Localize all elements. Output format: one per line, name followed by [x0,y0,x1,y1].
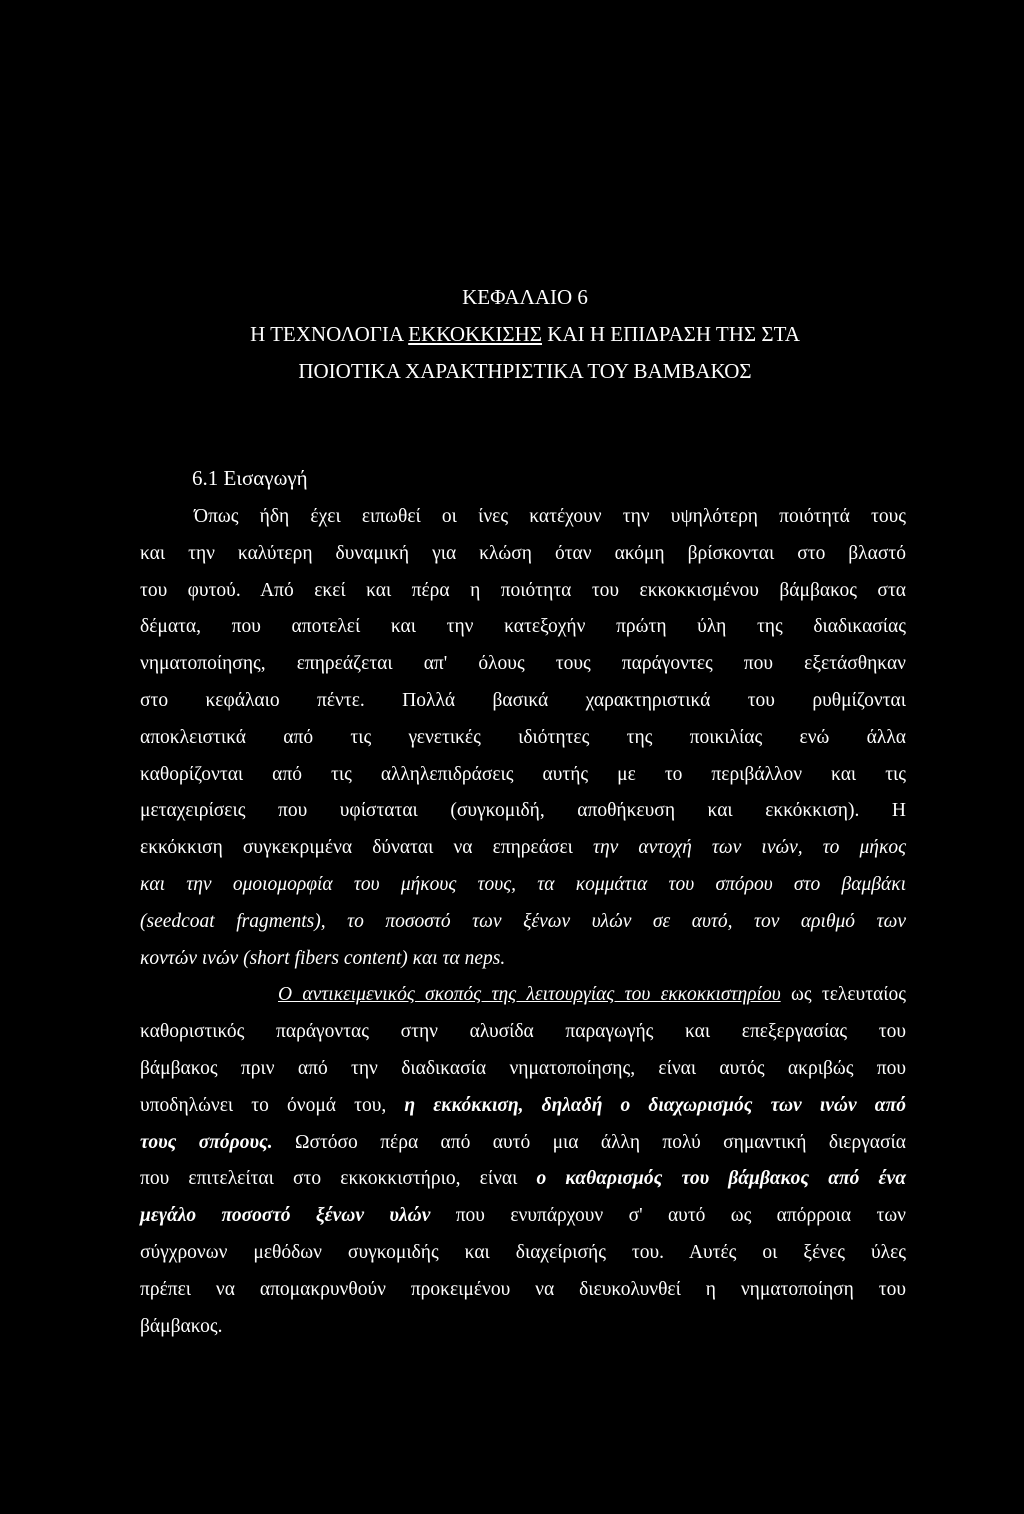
text-run: Ωστόσο πέρα από αυτό μια άλλη πολύ σημαντική διεργασία [272,1131,906,1153]
text-run-italic-underlined: Ο αντικειμενικός σκοπός της λειτουργίας του εκκοκκιστηρίου [278,984,781,1006]
text-run-bold-italic: η εκκόκκιση, δηλαδή ο διαχωρισμός των ινών από [404,1094,906,1116]
paragraph-line: και την ομοιομορφία του μήκους τους, τα κομμάτια του σπόρου στο βαμβάκι [140,873,906,895]
paragraph-line: Όπως ήδη έχει ειπωθεί οι ίνες κατέχουν την υψηλότερη ποιότητά τους [194,506,906,527]
paragraph-line: κοντών ινών (short fibers content) και τα neps. [140,947,506,969]
paragraph-line: στο κεφάλαιο πέντε. Πολλά βασικά χαρακτηριστικά του ρυθμίζονται [140,689,906,711]
paragraph-line: αποκλειστικά από τις γενετικές ιδιότητες της ποικιλίας ενώ άλλα [140,726,906,748]
paragraph-line [140,1204,906,1241]
text-run-bold-italic: μεγάλο ποσοστό ξένων υλών [140,1205,431,1227]
text-run-bold-italic: τους σπόρους. [140,1131,273,1153]
text-run-bold-italic: ο καθαρισμός του βάμβακος από ένα [536,1168,906,1190]
section-title: 6.1 Εισαγωγή [192,466,308,490]
paragraph-line: σύγχρονων μεθόδων συγκομιδής και διαχείρισής του. Αυτές οι ξένες ύλες [140,1241,906,1263]
chapter-title-underlined: ΕΚΚΟΚΚΙΣΗΣ [408,322,542,346]
paragraph-line [140,1094,906,1131]
paragraph-line [140,1167,906,1204]
chapter-label: ΚΕΦΑΛΑΙΟ 6 [462,285,588,309]
paragraph-line: του φυτού. Από εκεί και πέρα η ποιότητα του εκκοκκισμένου βάμβακος στα [140,579,906,601]
text-run: ως τελευταίος [780,984,906,1006]
text-run: εκκόκκιση συγκεκριμένα δύναται να επηρεάσει [140,837,593,859]
paragraph-line: πρέπει να απομακρυνθούν προκειμένου να διευκολυνθεί η νηματοποίηση του [140,1278,906,1300]
chapter-title-part: ΚΑΙ Η ΕΠΙΔΡΑΣΗ ΤΗΣ ΣΤΑ [542,322,800,346]
paragraph-line [140,1131,906,1168]
paragraph-line: και την καλύτερη δυναμική για κλώση όταν ακόμη βρίσκονται στο βλαστό [140,542,906,564]
paragraph-line: νηματοποίησης, επηρεάζεται απ' όλους τους παράγοντες που εξετάσθηκαν [140,653,906,675]
paragraph-line: δέματα, που αποτελεί και την κατεξοχήν πρώτη ύλη της διαδικασίας [140,616,906,638]
chapter-title-line-2: ΠΟΙΟΤΙΚΑ ΧΑΡΑΚΤΗΡΙΣΤΙΚΑ ΤΟΥ ΒΑΜΒΑΚΟΣ [298,359,752,383]
text-run-italic: την αντοχή των ινών, το μήκος [592,837,906,859]
paragraph-line: μεταχειρίσεις που υφίσταται (συγκομιδή, αποθήκευση και εκκόκκιση). Η [140,800,906,822]
paragraph-line: (seedcoat fragments), το ποσοστό των ξένων υλών σε αυτό, τον αριθμό των [140,910,906,932]
chapter-heading [140,286,910,397]
body-text [140,505,906,1351]
paragraph-line: βάμβακος. [140,1315,223,1337]
paragraph-line: καθοριστικός παράγοντας στην αλυσίδα παραγωγής και επεξεργασίας του [140,1021,906,1043]
paragraph-line [140,836,906,873]
text-run: που επιτελείται στο εκκοκκιστήριο, είναι [140,1168,537,1190]
text-run: που ενυπάρχουν σ' αυτό ως απόρροια των [430,1205,906,1227]
paragraph-line [140,983,906,1020]
text-run: υποδηλώνει το όνομά του, [140,1094,405,1116]
chapter-title-line-1 [140,323,910,345]
chapter-title-part: Η ΤΕΧΝΟΛΟΓΙΑ [250,322,409,346]
paragraph-line: καθορίζονται από τις αλληλεπιδράσεις αυτής με το περιβάλλον και τις [140,763,906,785]
paragraph-line: βάμβακος πριν από την διαδικασία νηματοποίησης, είναι αυτός ακριβώς που [140,1057,906,1079]
